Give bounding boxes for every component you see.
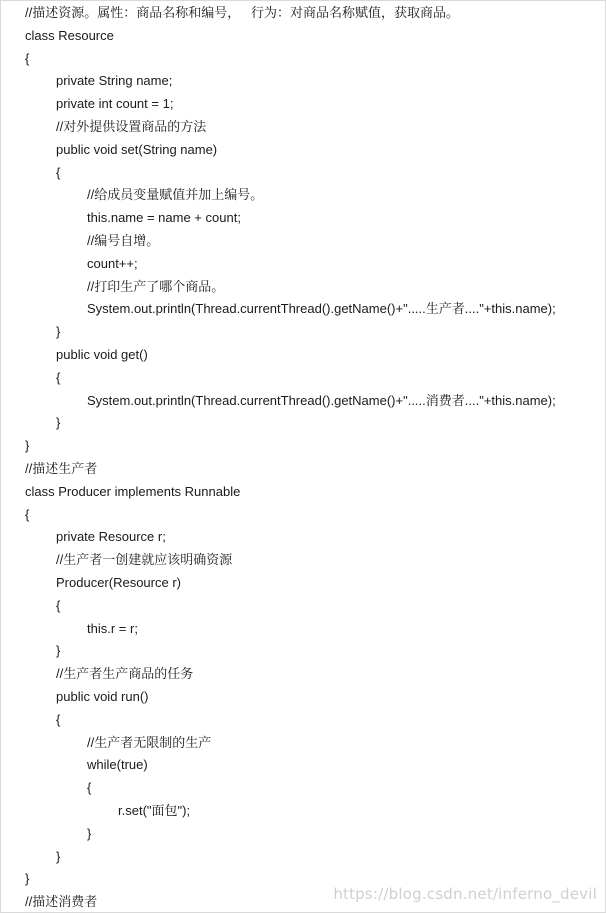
code-line: } bbox=[25, 871, 30, 887]
code-line: System.out.println(Thread.currentThread().getName()+".....消费者...."+this.name); bbox=[87, 392, 556, 408]
watermark-text: https://blog.csdn.net/inferno_devil bbox=[333, 885, 597, 903]
code-line: private int count = 1; bbox=[56, 96, 174, 112]
code-line: { bbox=[56, 369, 61, 385]
code-line: //描述生产者 bbox=[25, 461, 98, 476]
code-line: } bbox=[56, 643, 61, 659]
code-line: class Resource bbox=[25, 27, 114, 43]
code-line: public void get() bbox=[56, 347, 148, 362]
code-line: private String name; bbox=[56, 73, 173, 89]
code-line: { bbox=[56, 597, 61, 613]
code-line: { bbox=[25, 506, 30, 522]
code-line: //生产者无限制的生产 bbox=[87, 734, 212, 750]
code-line: private Resource r; bbox=[56, 529, 166, 545]
code-line: } bbox=[56, 324, 61, 340]
code-line: while(true) bbox=[87, 757, 148, 773]
code-line: { bbox=[56, 164, 61, 180]
code-line: } bbox=[56, 848, 61, 864]
code-line: { bbox=[87, 780, 92, 796]
code-line: Producer(Resource r) bbox=[56, 575, 181, 590]
code-line: { bbox=[56, 711, 61, 727]
code-line: //描述消费者 bbox=[25, 894, 98, 910]
code-line: //生产者生产商品的任务 bbox=[56, 666, 194, 682]
code-line: { bbox=[25, 50, 30, 66]
code-line: this.r = r; bbox=[87, 620, 138, 636]
code-line: class Producer implements Runnable bbox=[25, 483, 241, 499]
code-line: public void set(String name) bbox=[56, 141, 218, 157]
code-line: //编号自增。 bbox=[87, 233, 160, 248]
code-line: count++; bbox=[87, 255, 138, 271]
code-line: this.name = name + count; bbox=[87, 210, 241, 226]
code-line: //对外提供设置商品的方法 bbox=[56, 119, 207, 134]
code-line: //给成员变量赋值并加上编号。 bbox=[87, 187, 264, 203]
code-line: r.set("面包"); bbox=[118, 803, 191, 818]
code-line: //生产者一创建就应该明确资源 bbox=[56, 552, 233, 568]
code-line: } bbox=[25, 438, 30, 454]
code-line: public void run() bbox=[56, 689, 149, 704]
code-line: } bbox=[87, 825, 92, 841]
code-line: System.out.println(Thread.currentThread().getName()+".....生产者...."+this.name); bbox=[87, 301, 556, 317]
code-line: //打印生产了哪个商品。 bbox=[87, 278, 225, 294]
code-line: //描述资源。属性：商品名称和编号， 行为：对商品名称赋值，获取商品。 bbox=[25, 5, 460, 20]
code-line: } bbox=[56, 415, 61, 431]
